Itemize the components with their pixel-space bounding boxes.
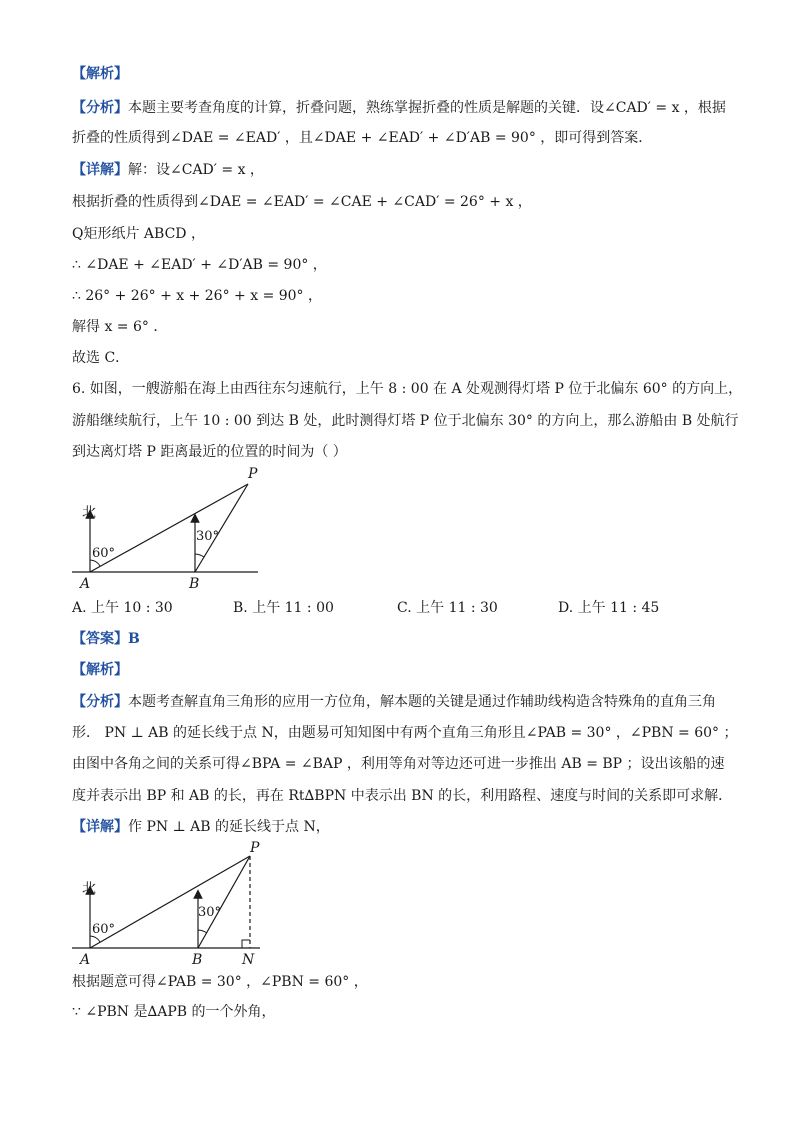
q6-analysis-line-3: 由图中各角之间的关系可得∠BPA = ∠BAP ，利用等角对等边还可进一步推出 AB = BP ；设出该船的速 [72,756,725,772]
angle-arc-b [195,554,204,557]
point-label-b: B [192,952,203,968]
option-text: 上午 11 : 00 [252,600,334,616]
q6-stem-line-1: 6. 如图，一艘游船在海上由西往东匀速航行，上午 8 : 00 在 A 处观测得灯塔 P 位于北偏东 60° 的方向上， [72,381,743,397]
q5-analysis-line-2: 折叠的性质得到∠DAE = ∠EAD′ ，且∠DAE + ∠EAD′ + ∠D′AB = 90° ，即可得到答案． [72,130,653,146]
analysis-text: 本题考查解直角三角形的应用一方位角，解本题的关键是通过作辅助线构造含特殊角的直角三角 [128,694,716,710]
point-label-a: A [80,576,91,592]
q5-jiexi-heading: 【解析】 [72,66,128,82]
q5-line-6: 解得 x = 6° ． [72,319,168,335]
q5-line-4: ∴ ∠DAE + ∠EAD′ + ∠D′AB = 90° ， [72,257,327,273]
q5-detail-line-1 [72,160,264,180]
q5-analysis-line-1 [72,98,726,118]
q6-after-line-2: ∵ ∠PBN 是∆APB 的一个外角， [72,1004,276,1020]
option-b[interactable] [233,598,334,618]
option-letter: B. [233,600,248,616]
option-text: 上午 10 : 30 [91,600,173,616]
detail-text: 作 PN ⊥ AB 的延长线于点 N， [128,819,330,835]
analysis-tag: 【分析】 [72,100,128,116]
option-text: 上午 11 : 30 [416,600,498,616]
angle-label-a: 60° [92,546,116,561]
point-label-p: P [248,466,258,482]
angle-label-b: 30° [198,905,222,920]
detail-tag: 【详解】 [72,819,128,835]
angle-label-a: 60° [92,922,116,937]
point-label-b: B [189,576,200,592]
q6-jiexi-heading: 【解析】 [72,662,128,678]
option-c[interactable] [397,598,498,618]
option-letter: C. [397,600,412,616]
point-label-p: P [250,840,260,856]
q6-analysis-line-1 [72,692,716,712]
right-angle-mark [242,940,250,948]
segment-bp [198,856,250,948]
option-a[interactable] [72,598,173,618]
q5-line-7: 故选 C． [72,350,130,366]
north-label: 北 [82,505,96,521]
north-label: 北 [82,881,96,897]
point-label-a: A [80,952,91,968]
q5-line-5: ∴ 26° + 26° + x + 26° + x = 90° ， [72,288,323,304]
q6-detail-line-1 [72,817,330,837]
detail-text: 解：设∠CAD′ = x ， [128,162,264,178]
q6-answer: 【答案】B [72,631,140,647]
q6-figure-1 [70,462,270,592]
q6-figure-2 [70,838,270,968]
option-text: 上午 11 : 45 [577,600,660,616]
detail-tag: 【详解】 [72,162,128,178]
segment-bp [195,484,248,572]
angle-label-b: 30° [196,529,220,544]
q5-line-3: Q矩形纸片 ABCD ， [72,226,205,242]
option-letter: A. [72,600,87,616]
point-label-n: N [242,952,255,968]
q6-analysis-line-4: 度并表示出 BP 和 AB 的长，再在 Rt∆BPN 中表示出 BN 的长，利用路程、速度与时间的关系即可求解． [72,788,733,804]
q5-line-2: 根据折叠的性质得到∠DAE = ∠EAD′ = ∠CAE + ∠CAD′ = 26° + x ， [72,194,532,210]
q6-stem-line-2: 游船继续航行，上午 10 : 00 到达 B 处，此时测得灯塔 P 位于北偏东 30° 的方向上，那么游船由 B 处航行 [72,413,739,429]
angle-arc-b [198,930,207,933]
q6-stem-line-3: 到达离灯塔 P 距离最近的位置的时间为（ ） [72,444,347,460]
analysis-text: 本题主要考查角度的计算，折叠问题，熟练掌握折叠的性质是解题的关键．设∠CAD′ = x ，根据 [128,100,726,116]
option-letter: D. [558,600,574,616]
q6-analysis-line-2: 形． PN ⊥ AB 的延长线于点 N，由题易可知知图中有两个直角三角形且∠PAB = 30° ，∠PBN = 60° ； [72,725,738,741]
analysis-tag: 【分析】 [72,694,128,710]
option-d[interactable] [558,598,659,618]
q6-after-line-1: 根据题意可得∠PAB = 30° ，∠PBN = 60° ， [72,974,368,990]
